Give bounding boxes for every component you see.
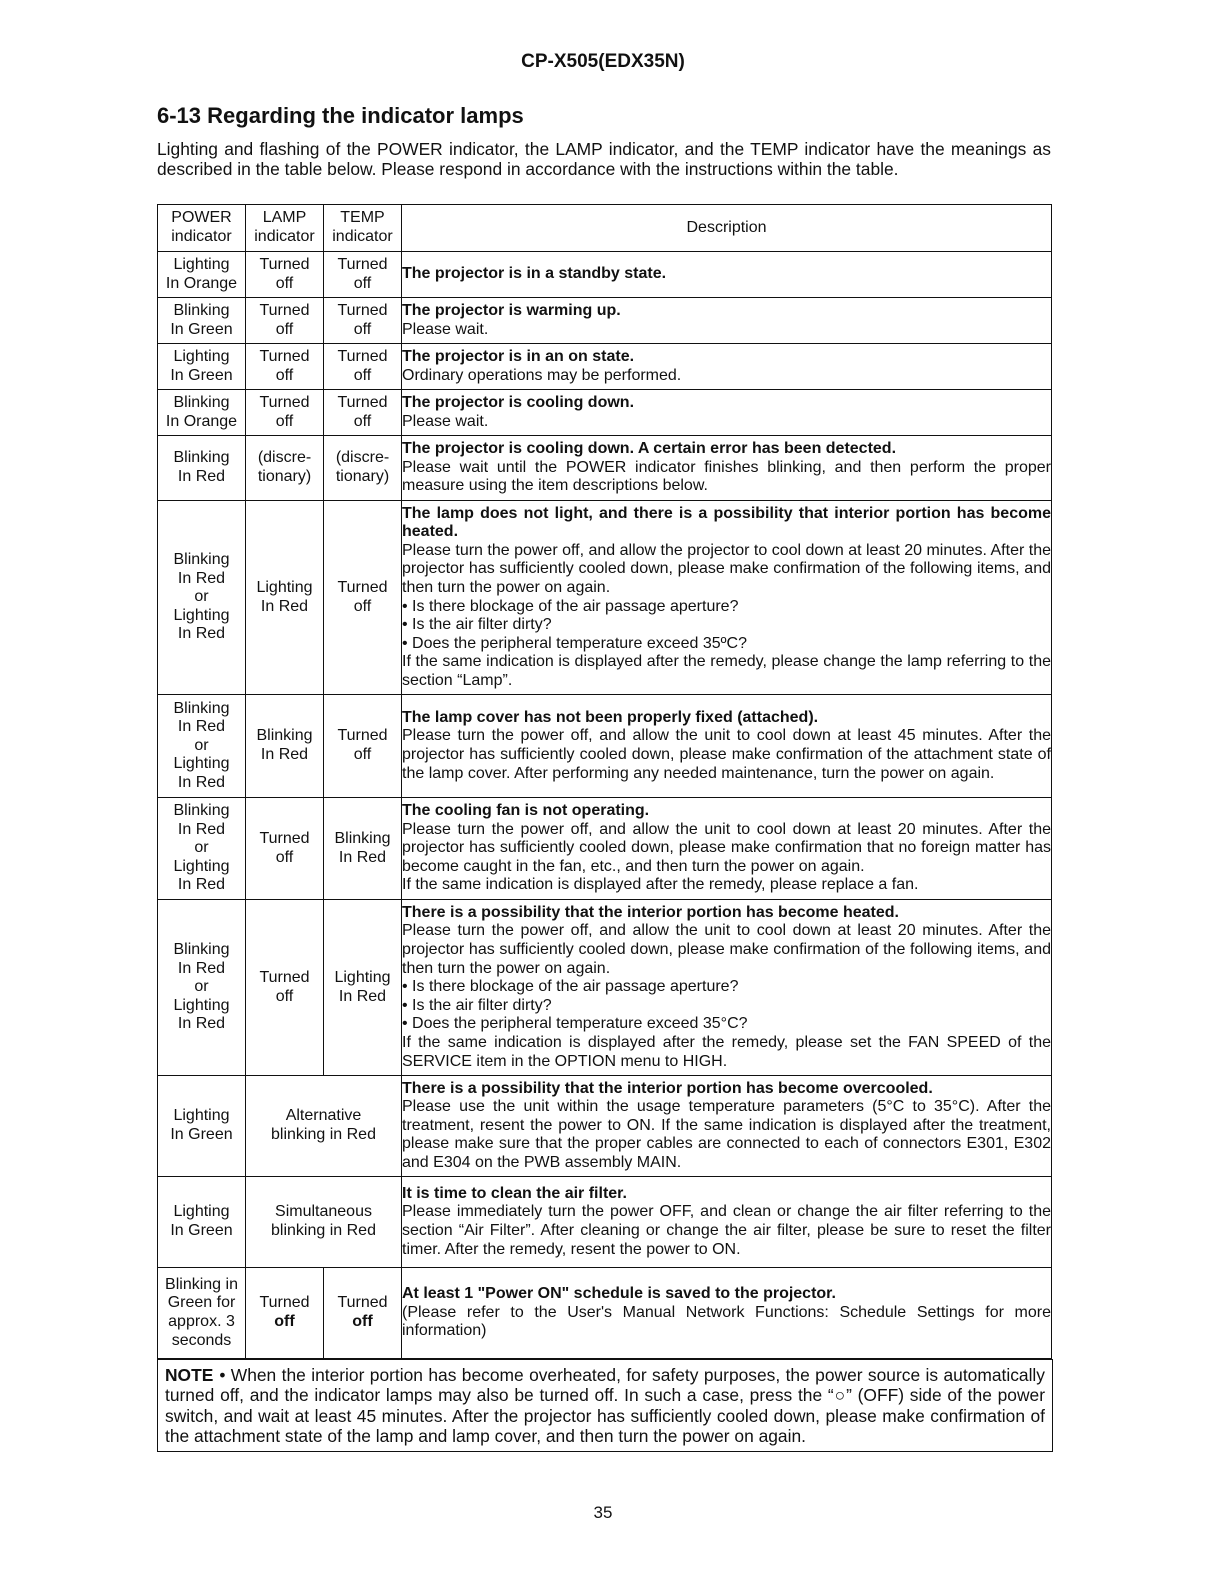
description-cell xyxy=(402,1076,1052,1177)
power-indicator-cell: Lighting In Green xyxy=(158,1177,246,1268)
note-text: • When the interior portion has become overheated, for safety purposes, the power source is automatically turned off, and the indicator lamps may also be turned off. In such a case, press the “○” (OFF) side of the power switch, and wait at least 45 minutes. After the projector has sufficiently cooled down, please make confirmation of the attachment state of the lamp and lamp cover, and then turn the power on again. xyxy=(165,1365,1045,1446)
description-title: The projector is cooling down. xyxy=(402,393,635,411)
description-text: Please wait until the POWER indicator finishes blinking, and then perform the proper measure using the item descriptions below. xyxy=(402,458,1051,495)
table-row xyxy=(158,798,1052,900)
description-cell xyxy=(402,344,1052,390)
description-text: • Does the peripheral temperature exceed 35°C? xyxy=(402,1015,748,1033)
power-indicator-cell: Lighting In Green xyxy=(158,344,246,390)
description-title: It is time to clean the air filter. xyxy=(402,1184,627,1202)
header-power: POWER indicator xyxy=(158,205,246,252)
table-row xyxy=(158,436,1052,501)
temp-indicator-cell: Turned off xyxy=(324,252,402,298)
description-cell xyxy=(402,252,1052,298)
temp-indicator-cell: Turned off xyxy=(324,298,402,344)
lamp-indicator-cell: Turned off xyxy=(246,344,324,390)
temp-indicator-cell: Turned off xyxy=(324,390,402,436)
lamp-indicator-cell: Turned off xyxy=(246,1268,324,1359)
power-indicator-cell: Blinking In Red or Lighting In Red xyxy=(158,900,246,1076)
description-text: If the same indication is displayed after the remedy, please change the lamp referring to the section “Lamp”. xyxy=(402,653,1051,689)
description-text: • Is the air filter dirty? xyxy=(402,616,552,634)
table-row xyxy=(158,298,1052,344)
power-indicator-cell: Blinking In Red or Lighting In Red xyxy=(158,501,246,695)
description-text: • Does the peripheral temperature exceed 35ºC? xyxy=(402,634,747,652)
temp-indicator-cell: Turned off xyxy=(324,501,402,695)
description-text: If the same indication is displayed after the remedy, please set the FAN SPEED of the SERVICE item in the OPTION menu to HIGH. xyxy=(402,1033,1051,1070)
description-title: The lamp does not light, and there is a possibility that interior portion has become heated. xyxy=(402,504,1051,541)
description-cell xyxy=(402,798,1052,900)
table-row xyxy=(158,1268,1052,1359)
description-text: Please turn the power off, and allow the unit to cool down at least 20 minutes. After the projector has sufficiently cooled down, please make confirmation of the following items, and then turn the power on again. xyxy=(402,922,1051,977)
description-cell xyxy=(402,298,1052,344)
table-row xyxy=(158,344,1052,390)
power-indicator-cell: Blinking In Red xyxy=(158,436,246,501)
description-text: Please use the unit within the usage temperature parameters (5°C to 35°C). After the treatment, resent the power to ON. If the same indication is displayed after the treatment, please make sure that the proper cables are connected to each of connectors E301, E302 and E304 on the PWB assembly MAIN. xyxy=(402,1098,1051,1171)
document-header-model: CP-X505(EDX35N) xyxy=(521,51,685,72)
note-label: NOTE xyxy=(165,1365,214,1385)
description-text: Please turn the power off, and allow the unit to cool down at least 45 minutes. After the projector has sufficiently cooled down, please make confirmation of the attachment state of the lamp cover. After performing any needed maintenance, turn the power on again. xyxy=(402,727,1051,782)
description-title: There is a possibility that the interior portion has become overcooled. xyxy=(402,1079,933,1097)
description-text: Please immediately turn the power OFF, and clean or change the air filter referring to the section “Air Filter”. After cleaning or change the air filter, please be sure to reset the filter timer. After the remedy, resent the power to ON. xyxy=(402,1203,1051,1258)
section-title: 6-13 Regarding the indicator lamps xyxy=(157,103,524,128)
table-row xyxy=(158,1076,1052,1177)
power-indicator-cell: Blinking In Red or Lighting In Red xyxy=(158,798,246,900)
temp-indicator-cell: Blinking In Red xyxy=(324,798,402,900)
table-row xyxy=(158,1177,1052,1268)
description-text: • Is there blockage of the air passage aperture? xyxy=(402,597,739,615)
lamp-indicator-cell: Turned off xyxy=(246,252,324,298)
description-cell xyxy=(402,1177,1052,1268)
header-temp: TEMP indicator xyxy=(324,205,402,252)
description-title: The cooling fan is not operating. xyxy=(402,802,650,820)
description-cell xyxy=(402,390,1052,436)
power-indicator-cell: Blinking In Red or Lighting In Red xyxy=(158,695,246,798)
table-header-row xyxy=(158,205,1052,252)
intro-paragraph: Lighting and flashing of the POWER indicator, the LAMP indicator, and the TEMP indicator have the meanings as described in the table below. Please respond in accordance with the instructions within the table. xyxy=(157,139,1051,179)
description-text: Ordinary operations may be performed. xyxy=(402,366,682,384)
indicator-table xyxy=(157,204,1052,1359)
table-row xyxy=(158,390,1052,436)
description-cell xyxy=(402,695,1052,798)
lamp-indicator-cell: Turned off xyxy=(246,798,324,900)
page-number: 35 xyxy=(593,1503,613,1522)
lamp-indicator-cell: (discre- tionary) xyxy=(246,436,324,501)
temp-indicator-cell: Turned off xyxy=(324,344,402,390)
power-indicator-cell: Blinking in Green for approx. 3 seconds xyxy=(158,1268,246,1359)
lamp-indicator-cell: Turned off xyxy=(246,298,324,344)
description-text: Please turn the power off, and allow the projector to cool down at least 20 minutes. After the projector has sufficiently cooled down, please make confirmation of the following items, and then turn the power on again. xyxy=(402,541,1051,596)
description-text: (Please refer to the User's Manual Network Functions: Schedule Settings for more information) xyxy=(402,1303,1051,1340)
description-cell xyxy=(402,436,1052,501)
temp-indicator-cell: Turned off xyxy=(324,695,402,798)
lamp-indicator-cell: Blinking In Red xyxy=(246,695,324,798)
description-cell xyxy=(402,1268,1052,1359)
table-row xyxy=(158,900,1052,1076)
description-title: At least 1 "Power ON" schedule is saved to the projector. xyxy=(402,1285,836,1303)
power-indicator-cell: Lighting In Green xyxy=(158,1076,246,1177)
description-text: • Is there blockage of the air passage aperture? xyxy=(402,978,739,996)
description-text: Please turn the power off, and allow the unit to cool down at least 20 minutes. After the projector has sufficiently cooled down, please make confirmation that no foreign matter has become caught in the fan, etc., and then turn the power on again. xyxy=(402,820,1051,875)
table-row xyxy=(158,501,1052,695)
lamp-indicator-cell: Turned off xyxy=(246,900,324,1076)
description-text: Please wait. xyxy=(402,412,489,430)
table-row xyxy=(158,252,1052,298)
lamp-temp-indicator-cell: Alternative blinking in Red xyxy=(246,1076,402,1177)
lamp-indicator-cell: Turned off xyxy=(246,390,324,436)
temp-indicator-cell: (discre- tionary) xyxy=(324,436,402,501)
power-indicator-cell: Lighting In Orange xyxy=(158,252,246,298)
power-indicator-cell: Blinking In Orange xyxy=(158,390,246,436)
note-box xyxy=(157,1359,1053,1452)
description-title: There is a possibility that the interior portion has become heated. xyxy=(402,903,899,921)
power-indicator-cell: Blinking In Green xyxy=(158,298,246,344)
description-title: The projector is cooling down. A certain error has been detected. xyxy=(402,440,897,458)
temp-indicator-cell: Turned off xyxy=(324,1268,402,1359)
header-description: Description xyxy=(402,205,1052,252)
table-row xyxy=(158,695,1052,798)
description-cell xyxy=(402,501,1052,695)
description-text: • Is the air filter dirty? xyxy=(402,996,552,1014)
description-title: The projector is in an on state. xyxy=(402,347,635,365)
description-text: If the same indication is displayed after the remedy, please replace a fan. xyxy=(402,876,919,894)
description-text: Please wait. xyxy=(402,320,489,338)
lamp-temp-indicator-cell: Simultaneous blinking in Red xyxy=(246,1177,402,1268)
header-lamp: LAMP indicator xyxy=(246,205,324,252)
description-title: The projector is in a standby state. xyxy=(402,265,667,283)
description-title: The projector is warming up. xyxy=(402,301,621,319)
description-title: The lamp cover has not been properly fixed (attached). xyxy=(402,708,819,726)
lamp-indicator-cell: Lighting In Red xyxy=(246,501,324,695)
temp-indicator-cell: Lighting In Red xyxy=(324,900,402,1076)
description-cell xyxy=(402,900,1052,1076)
